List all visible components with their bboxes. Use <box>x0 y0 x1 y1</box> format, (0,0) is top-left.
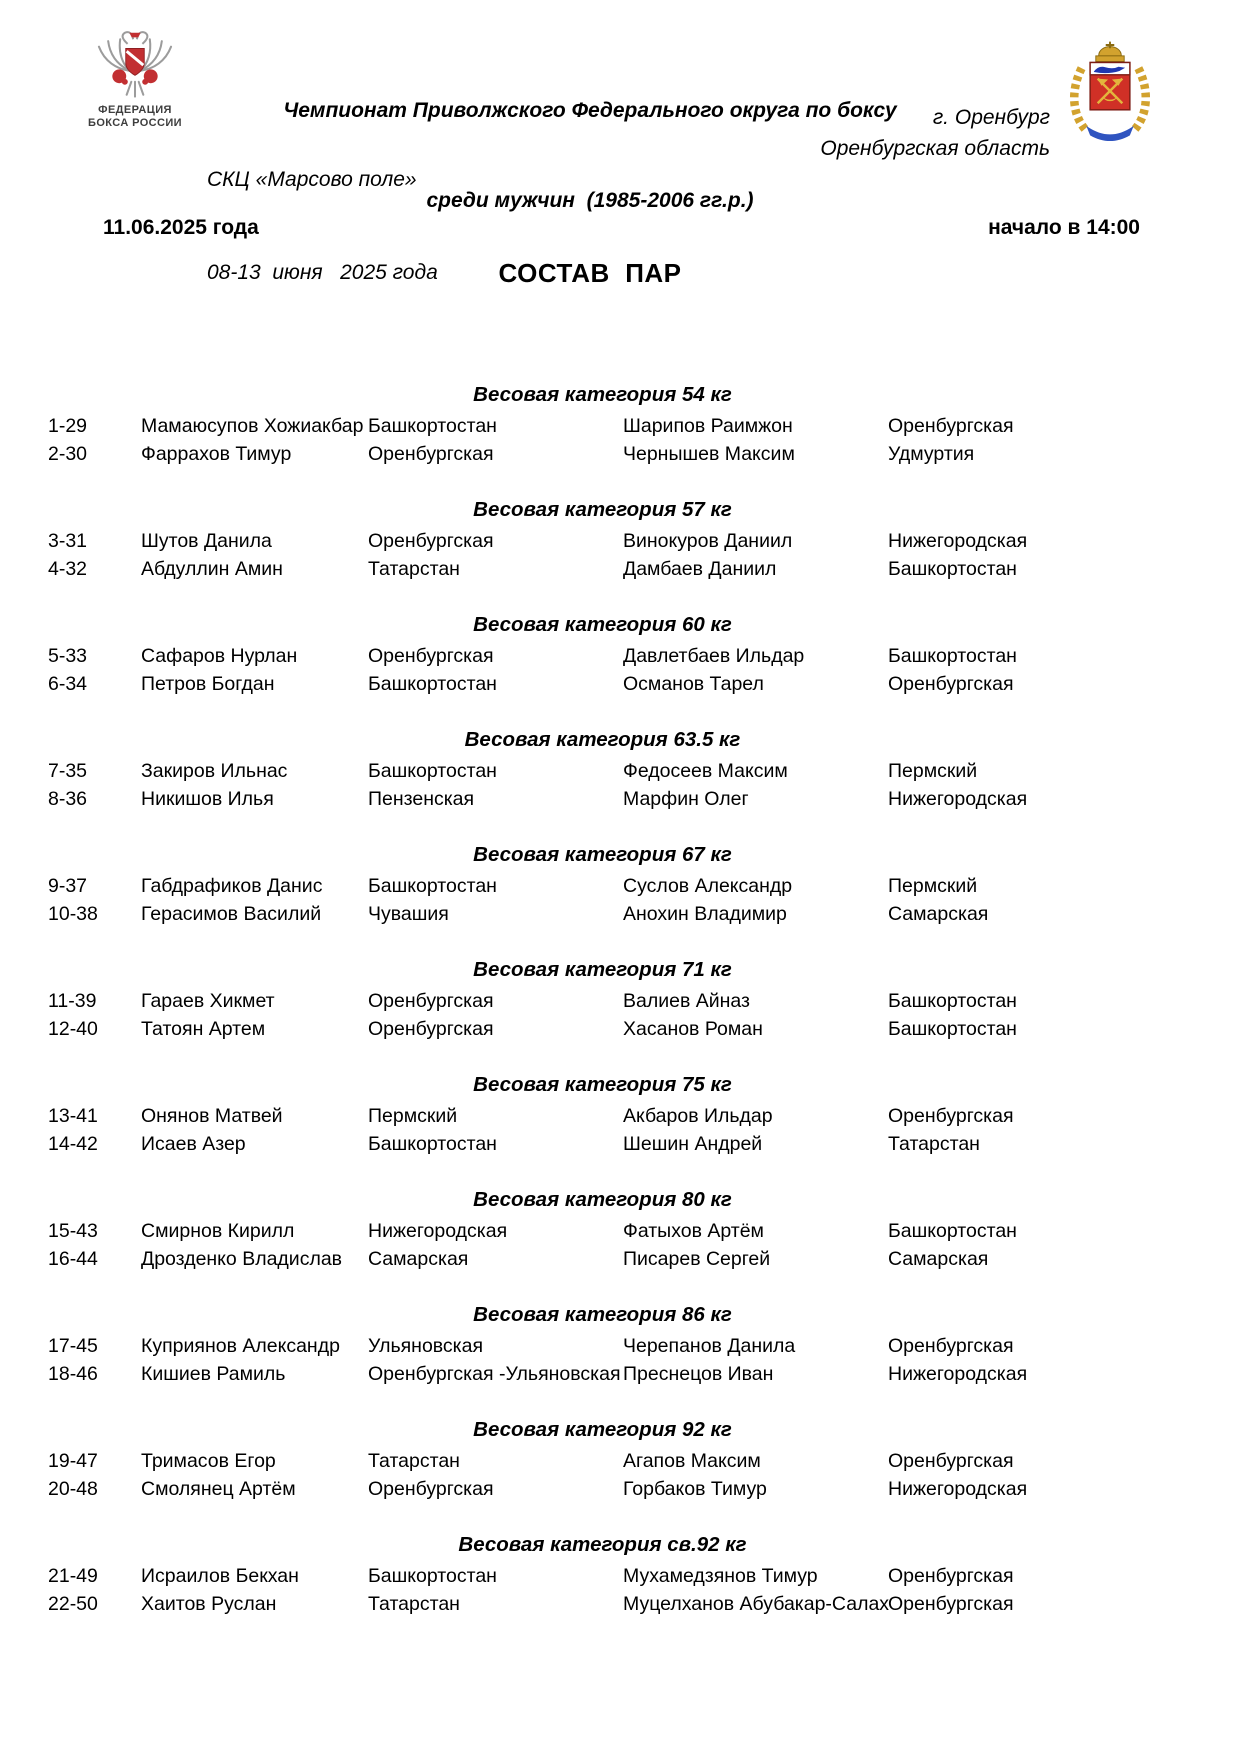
blue-corner-name: Марфин Олег <box>623 788 749 811</box>
pair-number: 15-43 <box>48 1219 98 1242</box>
pair-row <box>40 757 1165 786</box>
red-corner-name: Татоян Артем <box>141 1018 266 1041</box>
red-corner-name: Куприянов Александр <box>141 1334 340 1357</box>
weight-category-section <box>40 842 1165 929</box>
red-corner-region: Башкортостан <box>368 1133 497 1156</box>
red-corner-region: Пензенская <box>368 788 475 811</box>
blue-corner-name: Фатыхов Артём <box>623 1219 764 1242</box>
section-rows <box>40 757 1165 814</box>
pair-row <box>40 786 1165 815</box>
section-rows <box>40 1217 1165 1274</box>
red-corner-name: Фаррахов Тимур <box>141 443 292 466</box>
red-corner-name: Исраилов Бекхан <box>141 1564 299 1587</box>
blue-corner-region: Нижегородская <box>888 1363 1028 1386</box>
red-corner-region: Оренбургская <box>368 529 494 552</box>
pair-row <box>40 671 1165 700</box>
pair-row <box>40 1246 1165 1275</box>
boxing-federation-logo <box>74 30 196 130</box>
weight-category-section <box>40 1417 1165 1504</box>
pair-row <box>40 1591 1165 1620</box>
pair-number: 5-33 <box>48 644 88 667</box>
section-rows <box>40 1332 1165 1389</box>
red-corner-name: Герасимов Василий <box>141 903 322 926</box>
red-corner-region: Оренбургская <box>368 644 494 667</box>
blue-corner-region: Удмуртия <box>888 443 975 466</box>
blue-corner-name: Винокуров Даниил <box>623 529 793 552</box>
red-corner-region: Оренбургская <box>368 1018 494 1041</box>
pair-row <box>40 901 1165 930</box>
orenburg-coat-of-arms-icon <box>1062 36 1158 142</box>
blue-corner-region: Оренбургская <box>888 1449 1014 1472</box>
section-rows <box>40 1102 1165 1159</box>
weight-category-title: Весовая категория 86 кг <box>473 1303 732 1326</box>
pair-row <box>40 1562 1165 1591</box>
red-corner-region: Ульяновская <box>368 1334 484 1357</box>
weight-category-title: Весовая категория св.92 кг <box>458 1533 747 1556</box>
blue-corner-region: Самарская <box>888 1248 989 1271</box>
red-corner-region: Башкортостан <box>368 1564 497 1587</box>
red-corner-name: Исаев Азер <box>141 1133 246 1156</box>
blue-corner-region: Башкортостан <box>888 989 1017 1012</box>
section-rows <box>40 872 1165 929</box>
blue-corner-name: Федосеев Максим <box>623 759 788 782</box>
blue-corner-name: Шешин Андрей <box>623 1133 763 1156</box>
blue-corner-region: Оренбургская <box>888 1104 1014 1127</box>
blue-corner-name: Агапов Максим <box>623 1449 761 1472</box>
blue-corner-region: Башкортостан <box>888 644 1017 667</box>
federation-caption-line1: ФЕДЕРАЦИЯ <box>98 104 172 116</box>
pair-row <box>40 1131 1165 1160</box>
session-date: 11.06.2025 года <box>103 216 259 239</box>
red-corner-name: Хаитов Руслан <box>141 1593 277 1616</box>
blue-corner-region: Оренбургская <box>888 414 1014 437</box>
pair-number: 17-45 <box>48 1334 98 1357</box>
pair-number: 13-41 <box>48 1104 98 1127</box>
blue-corner-name: Хасанов Роман <box>623 1018 763 1041</box>
weight-category-section <box>40 1302 1165 1389</box>
weight-category-title: Весовая категория 71 кг <box>473 958 732 981</box>
section-rows <box>40 1562 1165 1619</box>
blue-corner-region: Самарская <box>888 903 989 926</box>
blue-corner-region: Оренбургская <box>888 1564 1014 1587</box>
blue-corner-name: Суслов Александр <box>623 874 793 897</box>
session-meta-row <box>0 216 1240 246</box>
pair-row <box>40 1102 1165 1131</box>
red-corner-region: Оренбургская <box>368 1478 494 1501</box>
weight-category-section <box>40 727 1165 814</box>
pair-number: 1-29 <box>48 414 88 437</box>
red-corner-name: Гараев Хикмет <box>141 989 275 1012</box>
section-rows <box>40 412 1165 469</box>
section-rows <box>40 987 1165 1044</box>
blue-corner-region: Башкортостан <box>888 558 1017 581</box>
pair-number: 18-46 <box>48 1363 98 1386</box>
blue-corner-region: Пермский <box>888 874 978 897</box>
red-corner-region: Пермский <box>368 1104 458 1127</box>
weight-category-section <box>40 1187 1165 1274</box>
section-rows <box>40 642 1165 699</box>
pair-number: 20-48 <box>48 1478 98 1501</box>
pair-number: 6-34 <box>48 673 88 696</box>
blue-corner-region: Нижегородская <box>888 788 1028 811</box>
weight-category-section <box>40 612 1165 699</box>
red-corner-name: Смирнов Кирилл <box>141 1219 295 1242</box>
weight-category-section <box>40 1072 1165 1159</box>
weight-category-title: Весовая категория 80 кг <box>473 1188 732 1211</box>
pair-number: 16-44 <box>48 1248 98 1271</box>
red-corner-name: Закиров Ильнас <box>141 759 288 782</box>
weight-category-title: Весовая категория 60 кг <box>473 613 732 636</box>
weight-category-title: Весовая категория 54 кг <box>473 383 732 406</box>
blue-corner-name: Горбаков Тимур <box>623 1478 767 1501</box>
blue-corner-region: Нижегородская <box>888 529 1028 552</box>
red-corner-region: Самарская <box>368 1248 469 1271</box>
red-corner-name: Сафаров Нурлан <box>141 644 298 667</box>
pair-row <box>40 527 1165 556</box>
red-corner-name: Абдуллин Амин <box>141 558 283 581</box>
section-rows <box>40 527 1165 584</box>
pair-number: 3-31 <box>48 529 88 552</box>
blue-corner-name: Муцелханов Абубакар-Салах <box>623 1593 890 1616</box>
blue-corner-name: Дамбаев Даниил <box>623 558 777 581</box>
red-corner-region: Башкортостан <box>368 759 497 782</box>
pair-number: 21-49 <box>48 1564 98 1587</box>
red-corner-region: Чувашия <box>368 903 449 926</box>
pair-row <box>40 872 1165 901</box>
weight-category-section <box>40 382 1165 469</box>
red-corner-region: Оренбургская <box>368 443 494 466</box>
blue-corner-region: Татарстан <box>888 1133 980 1156</box>
pair-row <box>40 1476 1165 1505</box>
blue-corner-region: Оренбургская <box>888 673 1014 696</box>
session-start-time: начало в 14:00 <box>988 216 1140 239</box>
red-corner-name: Тримасов Егор <box>141 1449 276 1472</box>
red-corner-name: Габдрафиков Данис <box>141 874 323 897</box>
blue-corner-name: Черепанов Данила <box>623 1334 796 1357</box>
blue-corner-name: Давлетбаев Ильдар <box>623 644 805 667</box>
red-corner-region: Татарстан <box>368 558 460 581</box>
pair-number: 4-32 <box>48 558 88 581</box>
pair-row <box>40 556 1165 585</box>
region-name: Оренбургская область <box>820 137 1050 160</box>
pair-number: 2-30 <box>48 443 88 466</box>
red-corner-region: Башкортостан <box>368 673 497 696</box>
city-name: г. Оренбург <box>932 106 1050 129</box>
weight-category-title: Весовая категория 57 кг <box>473 498 732 521</box>
blue-corner-name: Преснецов Иван <box>623 1363 774 1386</box>
blue-corner-name: Османов Тарел <box>623 673 764 696</box>
blue-corner-region: Башкортостан <box>888 1018 1017 1041</box>
blue-corner-region: Оренбургская <box>888 1334 1014 1357</box>
red-corner-name: Кишиев Рамиль <box>141 1363 286 1386</box>
pair-number: 9-37 <box>48 874 88 897</box>
venue-name: СКЦ «Марсово поле» <box>207 168 417 191</box>
red-corner-name: Дрозденко Владислав <box>141 1248 343 1271</box>
blue-corner-region: Нижегородская <box>888 1478 1028 1501</box>
weight-category-title: Весовая категория 63.5 кг <box>464 728 741 751</box>
red-corner-name: Мамаюсупов Хожиакбар <box>141 414 364 437</box>
event-dates: 08-13 июня 2025 года <box>207 261 438 284</box>
section-rows <box>40 1447 1165 1504</box>
pair-number: 7-35 <box>48 759 88 782</box>
championship-title-line1: Чемпионат Приволжского Федерального округа по боксу <box>283 99 897 122</box>
blue-corner-name: Шарипов Раимжон <box>623 414 793 437</box>
pair-row <box>40 441 1165 470</box>
orenburg-coat-of-arms-logo <box>1062 36 1158 147</box>
pair-row <box>40 1016 1165 1045</box>
blue-corner-name: Писарев Сергей <box>623 1248 771 1271</box>
pair-row <box>40 987 1165 1016</box>
pair-row <box>40 642 1165 671</box>
blue-corner-name: Акбаров Ильдар <box>623 1104 773 1127</box>
pair-row <box>40 1361 1165 1390</box>
pair-number: 11-39 <box>48 989 97 1012</box>
pair-number: 10-38 <box>48 903 98 926</box>
boxing-federation-emblem-icon <box>79 30 191 104</box>
red-corner-name: Шутов Данила <box>141 529 272 552</box>
pair-number: 8-36 <box>48 788 88 811</box>
pairs-list <box>40 382 1165 1647</box>
blue-corner-region: Башкортостан <box>888 1219 1017 1242</box>
red-corner-name: Смолянец Артём <box>141 1478 296 1501</box>
blue-corner-region: Пермский <box>888 759 978 782</box>
place-block <box>820 102 1050 164</box>
weight-category-title: Весовая категория 67 кг <box>473 843 732 866</box>
red-corner-region: Нижегородская <box>368 1219 508 1242</box>
page-title: СОСТАВ ПАР <box>498 258 682 288</box>
weight-category-section <box>40 957 1165 1044</box>
red-corner-region: Татарстан <box>368 1449 460 1472</box>
championship-title-line2: среди мужчин (1985-2006 гг.р.) <box>426 189 754 212</box>
federation-caption-line2: БОКСА РОССИИ <box>88 117 182 129</box>
pair-number: 12-40 <box>48 1018 98 1041</box>
weight-category-section <box>40 1532 1165 1619</box>
blue-corner-name: Мухамедзянов Тимур <box>623 1564 818 1587</box>
red-corner-name: Никишов Илья <box>141 788 274 811</box>
red-corner-region: Оренбургская -Ульяновская <box>368 1363 621 1386</box>
pair-row <box>40 1447 1165 1476</box>
blue-corner-name: Анохин Владимир <box>623 903 787 926</box>
blue-corner-name: Валиев Айназ <box>623 989 750 1012</box>
red-corner-region: Башкортостан <box>368 874 497 897</box>
weight-category-title: Весовая категория 75 кг <box>473 1073 732 1096</box>
red-corner-region: Оренбургская <box>368 989 494 1012</box>
blue-corner-region: Оренбургская <box>888 1593 1014 1616</box>
pair-number: 14-42 <box>48 1133 98 1156</box>
pair-row <box>40 412 1165 441</box>
blue-corner-name: Чернышев Максим <box>623 443 795 466</box>
pair-number: 19-47 <box>48 1449 98 1472</box>
red-corner-region: Башкортостан <box>368 414 497 437</box>
pair-number: 22-50 <box>48 1593 98 1616</box>
weight-category-section <box>40 497 1165 584</box>
red-corner-name: Петров Богдан <box>141 673 275 696</box>
pair-row <box>40 1217 1165 1246</box>
red-corner-region: Татарстан <box>368 1593 460 1616</box>
pair-row <box>40 1332 1165 1361</box>
red-corner-name: Онянов Матвей <box>141 1104 283 1127</box>
weight-category-title: Весовая категория 92 кг <box>473 1418 732 1441</box>
